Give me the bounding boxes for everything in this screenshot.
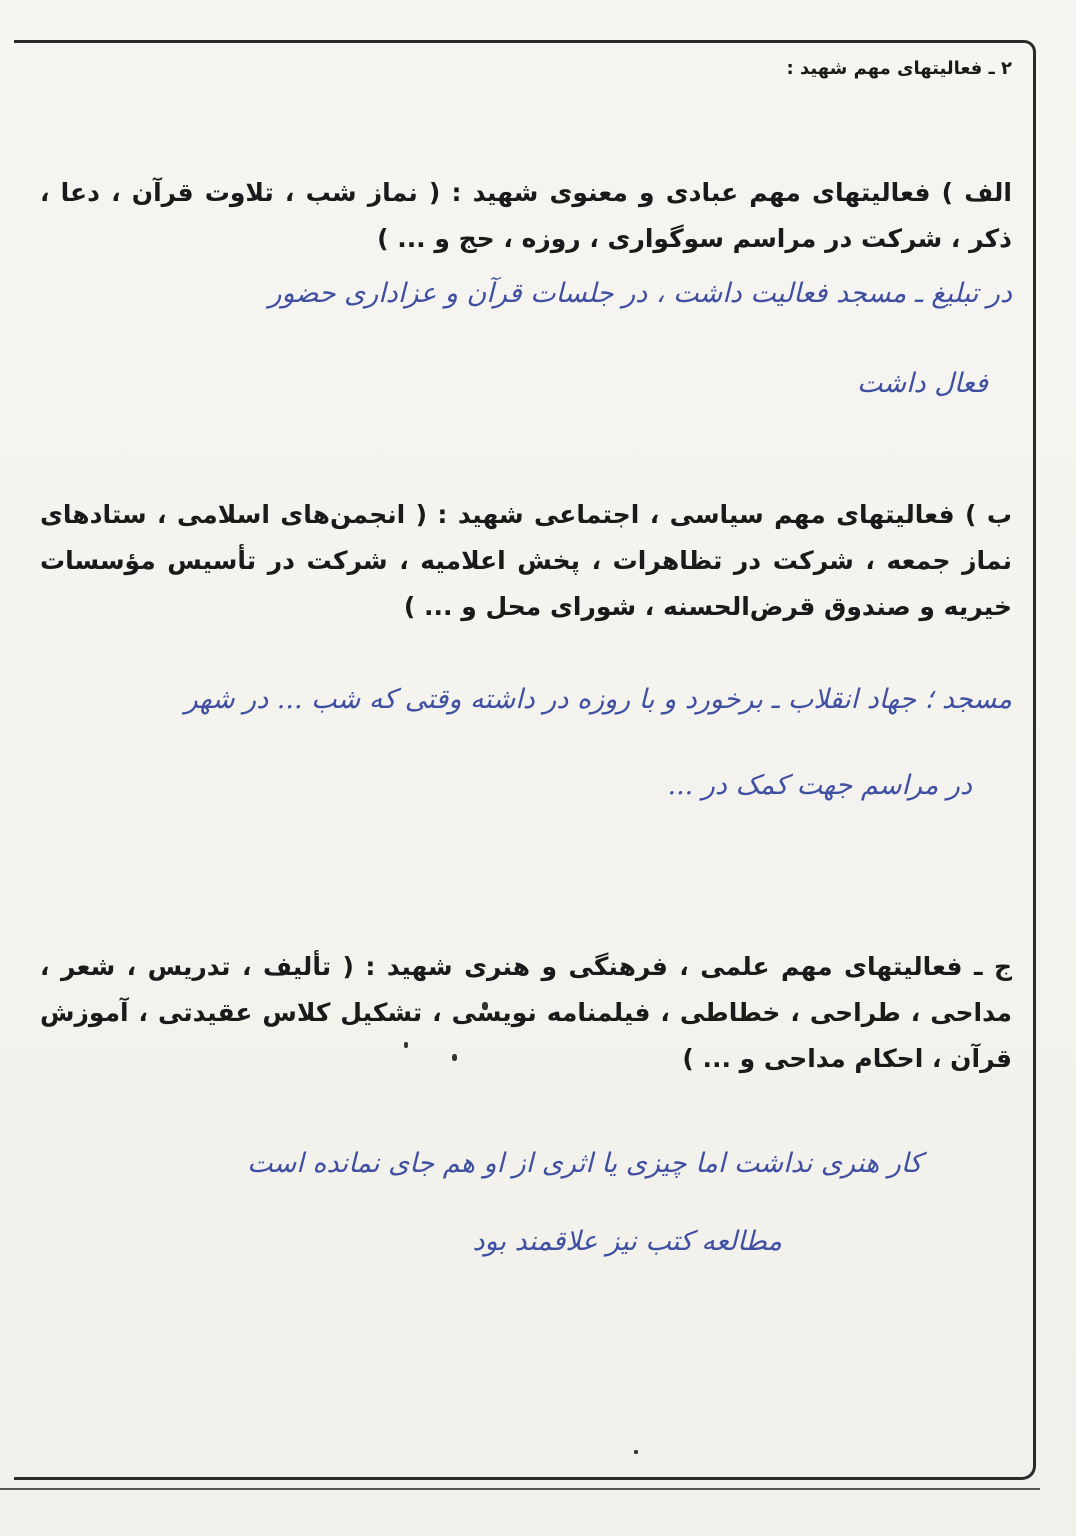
item-c-printed: ج ـ فعالیتهای مهم علمی ، فرهنگی و هنری شهید : ( تألیف ، تدریس ، شعر ، مداحی ، طراحی ، خطاطی ، فیلمنامه نویسی ، تشکیل کلاس عقیدتی ، آموزش قرآن ، احکام مداحی و ... ) bbox=[40, 952, 1012, 1073]
item-c-handwritten-line1: کار هنری نداشت اما چیزی یا اثری از او هم جای نمانده است bbox=[247, 1148, 922, 1179]
item-a-handwritten bbox=[40, 268, 1012, 410]
item-a-handwritten-line2: فعال داشت bbox=[856, 368, 988, 399]
item-a-printed: الف ) فعالیتهای مهم عبادی و معنوی شهید : ( نماز شب ، تلاوت قرآن ، دعا ، ذکر ، شرکت در مراسم سوگواری ، روزه ، حج و ... ) bbox=[40, 178, 1012, 253]
paper-speck bbox=[634, 1450, 638, 1454]
item-b-printed: ب ) فعالیتهای مهم سیاسی ، اجتماعی شهید : ( انجمن‌های اسلامی ، ستادهای نماز جمعه ، شرکت در تظاهرات ، پخش اعلامیه ، شرکت در تأسیس مؤسسات خیریه و صندوق قرض‌الحسنه ، شورای محل و ... ) bbox=[40, 500, 1012, 621]
item-b bbox=[40, 492, 1012, 630]
item-b-handwritten bbox=[40, 674, 1012, 812]
frame-bottom-rule bbox=[0, 1488, 1040, 1490]
item-c-handwritten bbox=[40, 1138, 1012, 1268]
item-a bbox=[40, 170, 1012, 262]
item-c-handwritten-line2: مطالعه کتب نیز علاقمند بود bbox=[472, 1226, 782, 1257]
item-c bbox=[40, 944, 1012, 1082]
item-a-handwritten-line1: در تبلیغ ـ مسجد فعالیت داشت ، در جلسات قرآن و عزاداری حضور bbox=[268, 278, 1012, 309]
section-title: ۲ ـ فعالیتهای مهم شهید : bbox=[786, 58, 1012, 79]
item-b-handwritten-line2: در مراسم جهت کمک در ... bbox=[667, 770, 972, 801]
item-b-handwritten-line1: مسجد ؛ جهاد انقلاب ـ برخورد و با روزه در داشته وقتی که شب ... در شهر bbox=[184, 684, 1012, 715]
